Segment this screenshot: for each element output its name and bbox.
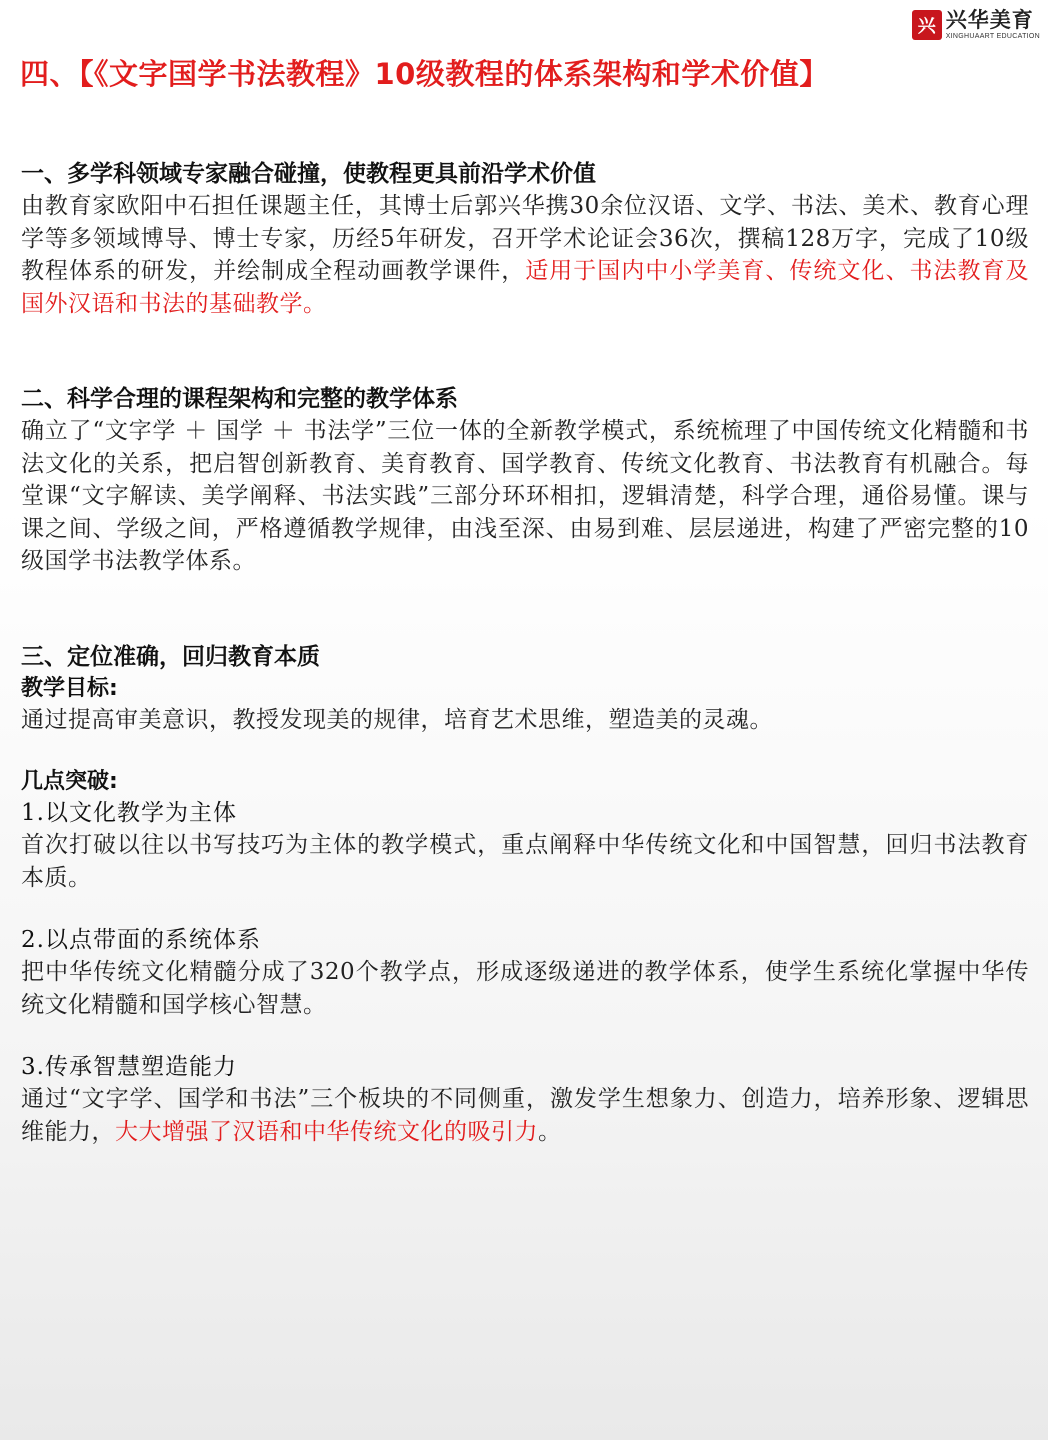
point-2-text: 把中华传统文化精髓分成了320个教学点，形成逐级递进的教学体系，使学生系统化掌握中华传统文化精髓和国学核心智慧。: [21, 959, 1029, 1018]
spacer: [21, 894, 1029, 924]
brand-logo: [912, 10, 1040, 40]
point-3-text: 通过“文字学、国学和书法”三个板块的不同侧重，激发学生想象力、创造力，培养形象、逻辑思维能力，: [21, 1086, 1029, 1145]
section-2-paragraph: 确立了“文字学 ＋ 国学 ＋ 书法学”三位一体的全新教学模式，系统梳理了中国传统文化精髓和书法文化的关系，把启智创新教育、美育教育、国学教育、传统文化教育、书法教育有机融合。每堂课“文字解读、美学阐释、书法实践”三部分环环相扣，逻辑清楚，科学合理，通俗易懂。课与课之间、学级之间，严格遵循教学规律，由浅至深、由易到难、层层递进，构建了严密完整的10级国学书法教学体系。: [21, 418, 1029, 574]
point-3-paragraph: [21, 1083, 1029, 1148]
section-2: [21, 383, 1029, 578]
spacer: [21, 1021, 1029, 1051]
section-3-heading: 三、定位准确，回归教育本质: [21, 643, 320, 670]
spacer: [21, 578, 1029, 641]
section-1-text: 由教育家欧阳中石担任课题主任，其博士后郭兴华携30余位汉语、文学、书法、美术、教育心理学等多领域博导、博士专家，历经5年研发，召开学术论证会36次，撰稿128万字，完成了10级教程体系的研发，并绘制成全程动画教学课件，: [21, 193, 1029, 284]
section-1-heading: 一、多学科领域专家融合碰撞，使教程更具前沿学术价值: [21, 161, 596, 187]
document-body: [21, 158, 1029, 1148]
logo-name-cn: 兴华美育: [945, 8, 1034, 32]
section-1: [21, 158, 1029, 320]
point-1-text: 首次打破以往以书写技巧为主体的教学模式，重点阐释中华传统文化和中国智慧，回归书法教育本质。: [21, 832, 1029, 891]
seal-icon: 兴: [912, 10, 942, 40]
point-3-highlight: 大大增强了汉语和中华传统文化的吸引力: [115, 1118, 538, 1145]
goal-text: 通过提高审美意识，教授发现美的规律，培育艺术思维，塑造美的灵魂。: [21, 706, 773, 733]
spacer: [21, 320, 1029, 383]
spacer: [21, 736, 1029, 766]
section-3: [21, 641, 1029, 1149]
point-3-text-end: 。: [538, 1118, 562, 1145]
logo-text: [946, 10, 1040, 40]
point-2-title: 2.以点带面的系统体系: [21, 927, 261, 953]
point-1-title: 1.以文化教学为主体: [21, 800, 237, 826]
point-3-title: 3.传承智慧塑造能力: [21, 1054, 237, 1080]
page-title: 四、【《文字国学书法教程》10级教程的体系架构和学术价值】: [20, 57, 829, 91]
section-2-heading: 二、科学合理的课程架构和完整的教学体系: [21, 386, 458, 412]
section-1-highlight: 适用于国内中小学美育、传统文化、书法教育及国外汉语和书法的基础教学。: [21, 258, 1030, 317]
goal-label: 教学目标:: [21, 675, 118, 701]
breakthrough-label: 几点突破:: [21, 769, 118, 794]
section-1-paragraph: [21, 190, 1029, 320]
logo-name-en: XINGHUAART EDUCATION: [945, 33, 1040, 40]
